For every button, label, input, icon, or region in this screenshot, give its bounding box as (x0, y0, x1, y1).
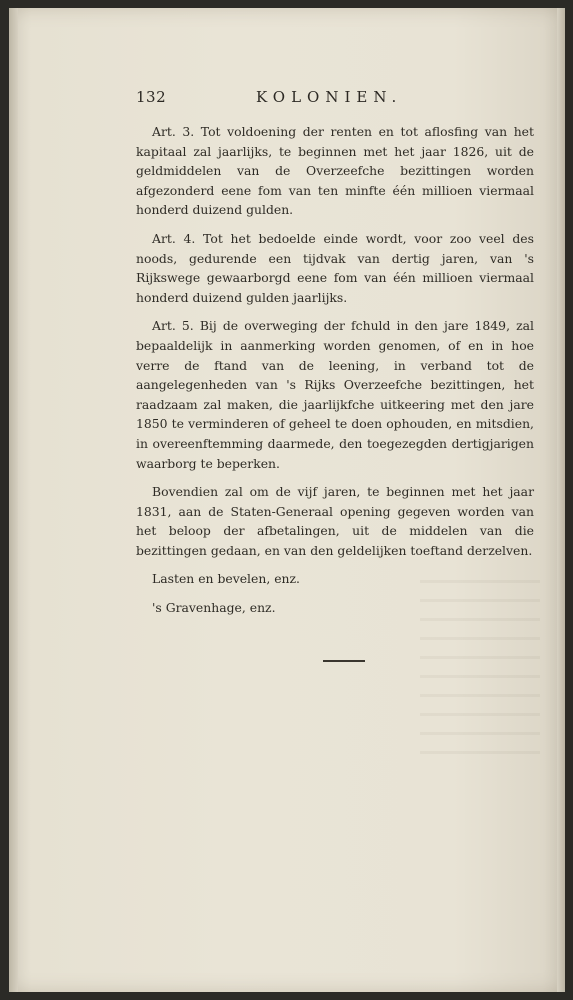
paragraph-lasten: Lasten en bevelen, enz. (152, 571, 300, 587)
page-right-edge (557, 8, 565, 992)
page-number: 132 (136, 88, 167, 106)
paragraph-gravenhage: 's Gravenhage, enz. (152, 600, 276, 616)
paragraph-bovendien: Bovendien zal om de vijf jaren, te beginnen met het jaar 1831, aan de Staten-Generaal opening gegeven worden van het beloop der afbetalingen, uit de middelen van die bezittingen gedaan, en van den geldelijken toeftand derzelven. (136, 484, 534, 558)
page-gutter-edge (9, 8, 18, 992)
page-header (136, 88, 536, 110)
running-head: KOLONIEN. (256, 88, 403, 106)
paragraph-art-3: Art. 3. Tot voldoening der renten en tot aflosfing van het kapitaal zal jaarlijks, te beginnen met het jaar 1826, uit de geldmiddelen van de Overzeefche bezittingen worden afgezonderd eene fom van ten minfte één millioen viermaal honderd duizend gulden. (136, 124, 534, 218)
body-text (136, 122, 534, 627)
paragraph-art-4: Art. 4. Tot het bedoelde einde wordt, voor zoo veel des noods, gedurende een tijdvak van dertig jaren, van 's Rijkswege gewaarborgd eene fom van één millioen viermaal honderd duizend gulden jaarlijks. (136, 230, 534, 305)
paragraph-art-5: Art. 5. Bij de overweging der fchuld in den jare 1849, zal bepaaldelijk in aanmerking worden genomen, of en in hoe verre de ftand van de leening, in verband tot de aangelegenheden van 's Rijks Overzeefche bezittingen, het raadzaam zal maken, die jaarlijkfche uitkeering met den jare 1850 te verminderen of geheel te doen ophouden, en mitsdien, in overeenftemming daarmede, den toegezegden dertigjarigen waarborg te beperken. (136, 318, 534, 471)
closing-rule (323, 660, 365, 662)
